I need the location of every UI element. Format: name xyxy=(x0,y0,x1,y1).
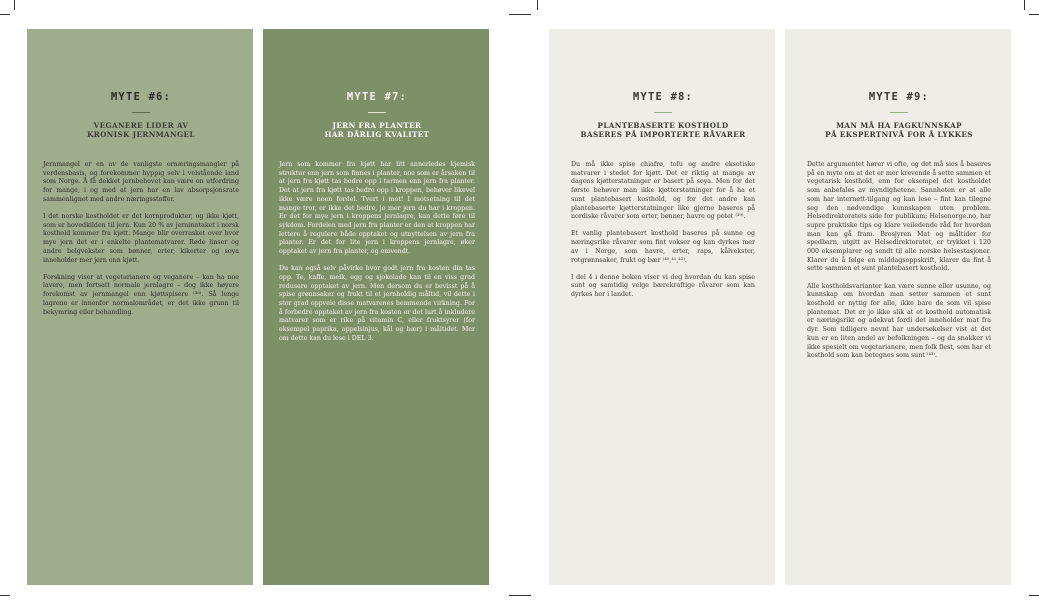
myth-9-panel xyxy=(785,29,1011,585)
myth-7-panel xyxy=(263,29,489,585)
body-paragraph: Jernmangel er en av de vanligste ernæringsmangler på verdensbasis, og forekommer hyppig selv i velstående land som Norge. Å få dekket jernbehovet kan være en utfordring for mange, i og med at jern har en lav absorpsjonsrate sammenlignet med andre næringsstoffer. xyxy=(43,161,239,203)
myth-6-panel xyxy=(27,29,253,585)
myth-title: MYTE #6: xyxy=(110,91,172,103)
crop-mark xyxy=(509,595,531,596)
myth-subtitle: VEGANERE LIDER AV KRONISK JERNMANGEL xyxy=(87,121,195,139)
myth-8-panel xyxy=(549,29,775,585)
myth-body xyxy=(279,161,475,344)
body-paragraph: Du kan også selv påvirke hvor godt jern fra kosten din tas opp. Te, kaffe, melk, egg og sjokolade kan til en viss grad redusere opptaket av jern. Men dersom du er bevisst på å spise grønnsaker og frukt til et jernholdig måltid, vil dette i stor grad oppveie disse matvarenes hemmende virkning. For å forbedre opptaket av jern fra kosten er det lurt å inkludere matvarer som er rike på vitamin C, eller fruktsyrer (for eksempel paprika, appelsinjus, kål og bær) i måltidet. Mer om dette kan du lese i DEL 3. xyxy=(279,265,475,342)
myth-title: MYTE #8: xyxy=(632,91,694,103)
myth-body xyxy=(565,161,761,300)
crop-mark xyxy=(0,595,10,596)
crop-mark xyxy=(1024,0,1025,10)
body-paragraph: Dette argumentet hører vi ofte, og det må sies å baseres på en myte om at det er mer krevende å sette sammen et vegetarisk kosthold, enn for eksempel det kostholdet som anbefales av myndighetene. Sannheten er at alle som har internett-tilgang og kan lese – fint kan tilegne seg den nødvendige kunnskapen uten problem. Helsedirektoratets side for publikum; Helsenorge.no, har supre praktiske tips og klare veiledende råd for hvordan man kan gå fram. Brosjyren Mat og måltider for spedbarn, utgitt av Helsedirektoratet, er trykket i 120 000 eksemplarer og sendt til alle norske helsestasjoner. Klarer du å følge en middagsoppskrift, klarer du fint å sette sammen et sunt plantebasert kosthold. xyxy=(807,161,991,273)
myth-subtitle: MAN MÅ HA FAGKUNNSKAP PÅ EKSPERTNIVÅ FOR Å LYKKES xyxy=(825,121,973,139)
title-divider xyxy=(132,112,150,113)
myth-subtitle: JERN FRA PLANTER HAR DÅRLIG KVALITET xyxy=(324,121,430,139)
crop-mark xyxy=(14,0,15,10)
crop-mark xyxy=(0,14,10,15)
title-divider xyxy=(368,112,386,113)
crop-mark xyxy=(509,14,531,15)
myth-title: MYTE #7: xyxy=(346,91,408,103)
body-paragraph: Alle kostholdsvarianter kan være sunne eller usunne, og kunnskap om hvordan man setter sammen et sunt kosthold er nyttig for alle, ikke bare de som vil spise plantemat. Det er jo ikke slik at et kosthold automatisk er næringsrikt og adekvat fordi det inneholder mat fra dyr. Som tidligere nevnt har undersøkelser vist at det kun er en liten andel av befolkningen – og da snakker vi ikke spesielt om vegetarianere, men folk flest, som har et kosthold som kan betegnes som sunt ⁽⁴³⁾. xyxy=(807,282,991,360)
myth-subtitle: PLANTEBASERTE KOSTHOLD BASERES PÅ IMPORTERTE RÅVARER xyxy=(580,121,746,139)
myth-title: MYTE #9: xyxy=(868,91,930,103)
title-divider xyxy=(890,112,908,113)
myth-body xyxy=(801,161,997,361)
body-paragraph: Jern som kommer fra kjøtt har litt annerledes kjemisk struktur enn jern som finnes i planter, noe som er årsaken til at jern fra kjøtt tas bedre opp i tarmen enn jern fra planter. Det at jern fra kjøtt tas bedre opp i kroppen, behøver likevel ikke være noen fordel. Tvert i mot! I motsetning til det mange tror, er ikke det bedre, jo mer jern du har i kroppen. Er det for mye jern i kroppens jernlagre, kan dette føre til sykdom. Fordelen med jern fra planter er den at kroppen har lettere å regulere både opptaket og utnyttelsen av jern fra planter. Er det for lite jern i kroppens jernlagre, øker opptaket av jern fra planter, og omvendt. xyxy=(279,161,475,256)
body-paragraph: Et vanlig plantebasert kosthold baseres på sunne og næringsrike råvarer som fint vokser og kan dyrkes mer av i Norge, som havre, erter, raps, kålvekster, rotgrønnsaker, frukt og bær ⁽⁴⁰,⁴¹,⁴²⁾. xyxy=(571,230,755,264)
body-paragraph: Forskning viser at vegetarianere og veganere – kan ha noe lavere, men fortsatt normale jernlagre – dog ikke høyere forekomst av jernmangel enn kjøttspisere ⁽³⁸⁾. Så lenge lagrene er innenfor normalområdet, er det ikke grunn til bekymring eller behandling. xyxy=(43,273,239,316)
crop-mark xyxy=(1029,14,1039,15)
title-divider xyxy=(654,112,672,113)
body-paragraph: I det norske kostholdet er det kornprodukter, og ikke kjøtt, som er hovedkilden til jern. Kun 20 % av jerninntaket i norsk kosthold kommer fra kjøtt. Mange blir overrasket over hvor mye jern det er i enkelte plantematvarer. Røde linser og andre belgvekster som bønner, erter, kikerter og soya inneholder mer jern enn kjøtt. xyxy=(43,213,239,264)
crop-mark xyxy=(537,0,538,10)
myth-body xyxy=(43,161,239,317)
body-paragraph: I del 4 i denne boken viser vi deg hvordan du kan spise sunt og samtidig velge bærekraftige råvarer som kan dyrkes her i landet. xyxy=(571,273,755,299)
body-paragraph: Du må ikke spise chiafrø, tofu og andre eksotiske matvarer i stedet for kjøtt. Det er riktig at mange av dagens kjøtterstatninger er basert på soya. Men for det første behøver man ikke kjøtterstatninger for å ha et sunt plantebasert kosthold, og for det andre kan plantebaserte kjøtterstatninger like gjerne baseres på nordiske råvarer som erter, bønner, havre og potet ⁽³⁹⁾. xyxy=(571,161,755,221)
crop-mark xyxy=(1029,595,1039,596)
